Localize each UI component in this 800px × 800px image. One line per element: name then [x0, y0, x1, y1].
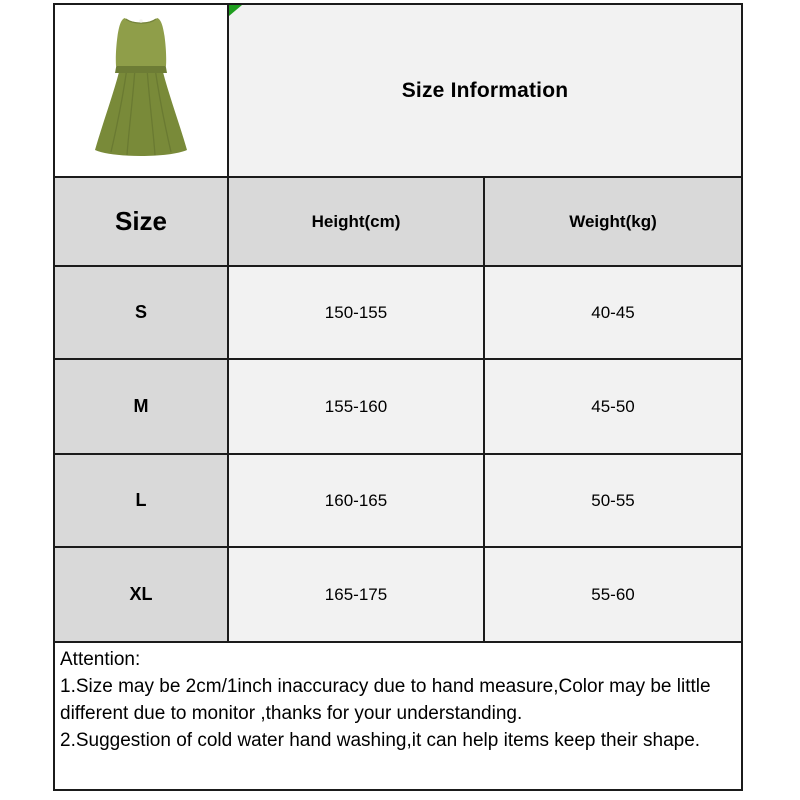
column-header-height: Height(cm) [229, 178, 485, 267]
attention-note-1: 1.Size may be 2cm/1inch inaccuracy due to hand measure,Color may be little different due to monitor ,thanks for your understanding. [60, 676, 711, 724]
dress-skirt [95, 64, 187, 156]
neck-keyhole [139, 19, 142, 22]
green-corner-icon [229, 5, 242, 16]
height-value: 165-175 [229, 548, 485, 643]
height-value: 160-165 [229, 455, 485, 548]
table-row [55, 267, 741, 360]
header-row [55, 178, 741, 267]
weight-value: 50-55 [485, 455, 741, 548]
table-row [55, 548, 741, 643]
weight-value: 40-45 [485, 267, 741, 360]
table-row [55, 360, 741, 455]
attention-note-2: 2.Suggestion of cold water hand washing,it can help items keep their shape. [60, 730, 701, 751]
page-title: Size Information [401, 78, 569, 102]
size-label: M [55, 360, 229, 455]
column-header-weight: Weight(kg) [485, 178, 741, 267]
top-row [55, 5, 741, 178]
attention-row [55, 643, 741, 789]
table-row [55, 455, 741, 548]
size-label: L [55, 455, 229, 548]
product-image-cell [55, 5, 229, 178]
dress-top [116, 18, 166, 66]
attention-note [55, 643, 741, 789]
height-value: 150-155 [229, 267, 485, 360]
size-label: XL [55, 548, 229, 643]
title-cell [229, 5, 741, 178]
attention-heading: Attention: [60, 649, 141, 670]
column-header-size: Size [55, 178, 229, 267]
dress-image [55, 6, 227, 175]
size-label: S [55, 267, 229, 360]
weight-value: 55-60 [485, 548, 741, 643]
weight-value: 45-50 [485, 360, 741, 455]
size-table [53, 3, 743, 791]
height-value: 155-160 [229, 360, 485, 455]
